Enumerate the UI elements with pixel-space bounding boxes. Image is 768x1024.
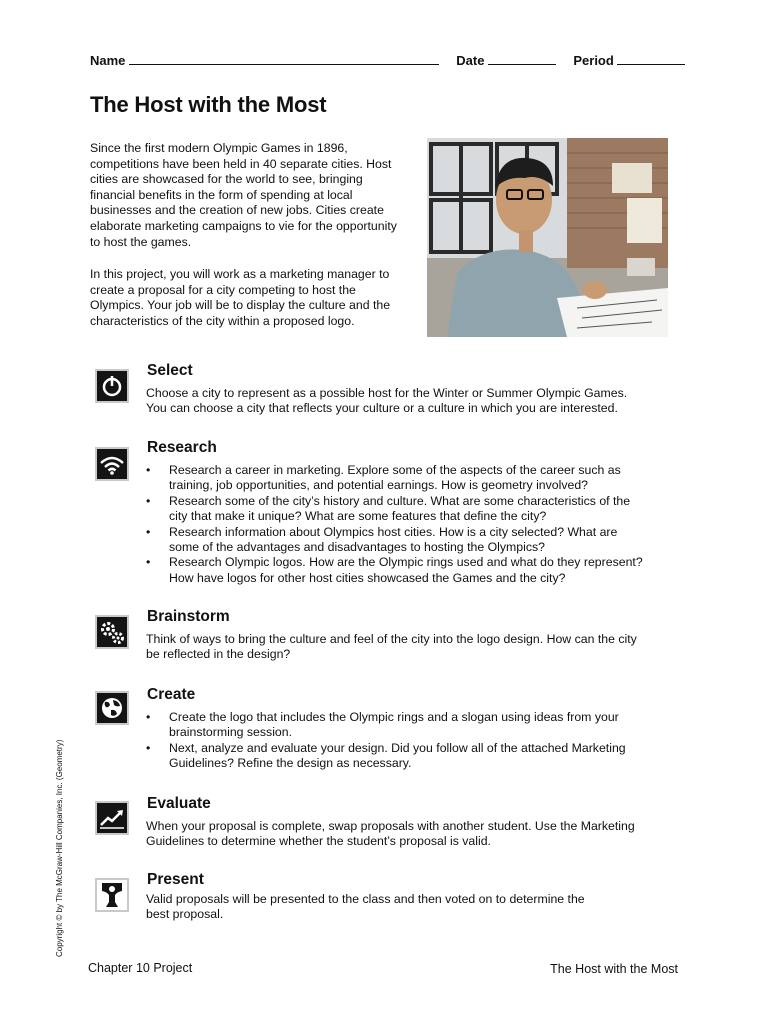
student-info-line [90,52,680,68]
power-icon [95,369,129,403]
period-label: Period [573,53,614,68]
research-list [146,463,646,586]
create-item-1: • Create the logo that includes the Olympic rings and a slogan using ideas from your brainstorming session. [146,710,646,741]
intro-paragraph-1: Since the first modern Olympic Games in 1896, competitions have been held in 40 separate cities. Host cities are showcased for the world to see, bringing financial benefits in the form of spending at local businesses and the creation of new jobs. Cities create elaborate marketing campaigns to vie for the opportunity to host the games. [90,141,397,249]
select-text: Choose a city to represent as a possible host for the Winter or Summer Olympic Games. You can choose a city that reflects your culture or a culture in which you are interested. [146,386,628,416]
copyright-notice: Copyright © by The McGraw-Hill Companies, Inc. (Geometry) [55,739,64,957]
research-item-2: • Research some of the city’s history and culture. What are some characteristics of the city that make it unique? What are some features that define the city? [146,494,646,525]
research-title: Research [147,439,217,456]
footer-title: The Host with the Most [550,962,678,976]
create-list [146,710,646,772]
create-title: Create [147,686,196,703]
create-item-2: • Next, analyze and evaluate your design. Did you follow all of the attached Marketing Guidelines? Refine the design as necessary. [146,741,646,772]
name-blank[interactable] [129,52,439,65]
select-title: Select [147,362,193,379]
name-label: Name [90,53,126,68]
present-text: Valid proposals will be presented to the class and then voted on to determine the best proposal. [146,892,585,922]
wifi-icon [95,447,129,481]
present-title: Present [147,871,204,888]
research-item-4: • Research Olympic logos. How are the Olympic rings used and what do they represent? How have logos for other host cities showcased the Games and the city? [146,555,646,586]
research-item-3: • Research information about Olympics host cities. How is a city selected? What are some of the advantages and disadvantages to hosting the Olympics? [146,525,646,556]
marketing-manager-photo [427,138,668,337]
period-blank[interactable] [617,52,685,65]
page-title: The Host with the Most [90,92,327,117]
evaluate-text: When your proposal is complete, swap proposals with another student. Use the Marketing Guidelines to determine whether the student’s proposal is valid. [146,819,635,849]
brainstorm-text: Think of ways to bring the culture and feel of the city into the logo design. How can the city be reflected in the design? [146,632,637,662]
intro-paragraph-2: In this project, you will work as a marketing manager to create a proposal for a city competing to host the Olympics. Your job will be to display the culture and the characteristics of the city within a proposed logo. [90,267,391,328]
evaluate-title: Evaluate [147,795,211,812]
brainstorm-title: Brainstorm [147,608,230,625]
footer-chapter: Chapter 10 Project [88,961,193,975]
globe-icon [95,691,129,725]
research-item-1: • Research a career in marketing. Explore some of the aspects of the career such as training, job opportunities, and potential earnings. How is geometry involved? [146,463,646,494]
gears-icon [95,615,129,649]
date-blank[interactable] [488,52,556,65]
date-label: Date [456,53,485,68]
line-chart-icon [95,801,129,835]
presenter-icon [95,878,129,912]
